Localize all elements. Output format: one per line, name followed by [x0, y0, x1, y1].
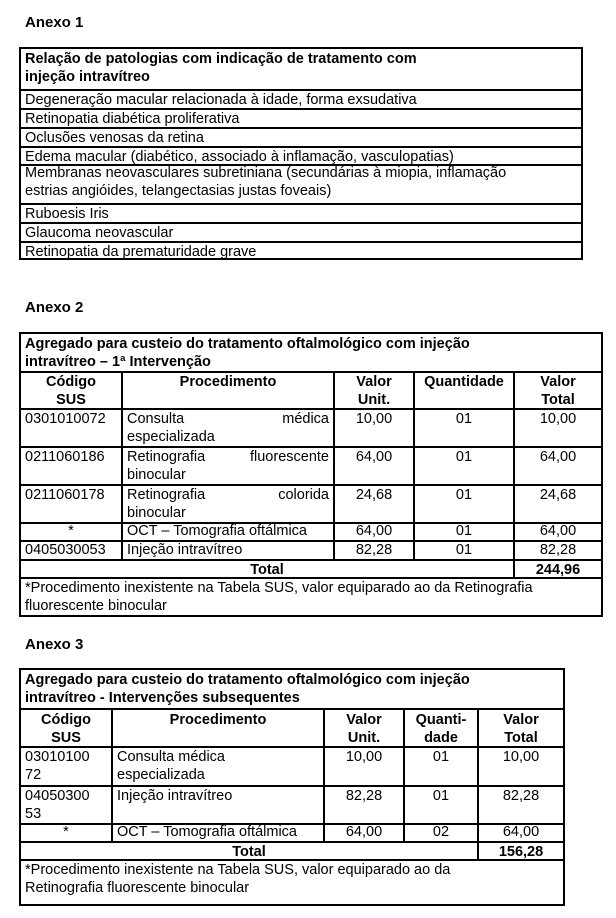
- annex3-footnote: [21, 861, 563, 903]
- table-row-valor-total: 24,68: [539, 487, 577, 503]
- table-row-valor-total: 82,28: [539, 542, 577, 558]
- annex2-total-label: Total: [250, 562, 284, 577]
- table-row-procedimento: [113, 748, 323, 784]
- annex1-title-line1: Relação de patologias com indicação de tratamento com: [25, 51, 417, 67]
- table-row-codigo: [21, 787, 111, 823]
- annex3-header-valor-unit: [325, 711, 403, 747]
- annex2-header-quantidade: Quantidade: [424, 374, 504, 390]
- annex3-heading: Anexo 3: [25, 636, 84, 653]
- table-row-valor-total: 64,00: [502, 824, 540, 840]
- table-row-procedimento: Injeção intravítreo: [127, 542, 243, 558]
- annex2-header-codigo: [21, 373, 121, 409]
- annex1-item: [21, 164, 581, 200]
- annex3-title: [21, 671, 563, 707]
- annex1-item: Edema macular (diabético, associado à inflamação, vasculopatias): [25, 149, 454, 164]
- procedimento-line: especializada: [127, 429, 215, 444]
- procedimento-line: especializada: [117, 767, 205, 783]
- annex2-total-value: 244,96: [535, 562, 581, 577]
- table-row-valor-unit: 10,00: [345, 749, 383, 765]
- table-row-codigo: *: [63, 824, 69, 840]
- table-row-quantidade: 01: [455, 542, 473, 558]
- annex3-header-codigo: [21, 711, 111, 747]
- table-row-quantidade: 01: [455, 449, 473, 465]
- header-text: SUS: [51, 730, 81, 746]
- footnote-line2: fluorescente binocular: [25, 598, 167, 614]
- table-row-procedimento: [123, 410, 333, 444]
- table-row-valor-total: 10,00: [539, 411, 577, 427]
- codigo-line: 72: [25, 767, 42, 783]
- procedimento-line: Consulta médica: [117, 749, 225, 765]
- table-row-quantidade: 02: [432, 824, 450, 840]
- annex1-item: Degeneração macular relacionada à idade, forma exsudativa: [25, 92, 417, 108]
- annex1-item: Ruboesis Iris: [25, 206, 109, 222]
- table-row-codigo: 0211060186: [25, 449, 105, 465]
- table-row-codigo: *: [68, 523, 74, 539]
- footnote-line2: Retinografia fluorescente binocular: [25, 880, 250, 896]
- annex1-item-line2: estrias angióides, telangectasias justas foveais): [25, 183, 332, 199]
- table-row-codigo: 0405030053: [25, 542, 106, 558]
- annex2-header-valor-unit: [335, 373, 413, 409]
- codigo-line: 03010100: [25, 749, 90, 765]
- footnote-line1: *Procedimento inexistente na Tabela SUS, valor equiparado ao da: [25, 862, 451, 878]
- table-row-valor-total: 64,00: [539, 523, 577, 539]
- procedimento-line: Consulta médica: [127, 411, 329, 427]
- annex1-heading: Anexo 1: [25, 14, 84, 31]
- codigo-line: 53: [25, 806, 42, 822]
- table-row-procedimento: OCT – Tomografia oftálmica: [127, 523, 307, 539]
- header-text: Valor: [356, 374, 392, 390]
- annex2-header-procedimento: Procedimento: [179, 374, 277, 390]
- header-text: dade: [424, 730, 458, 746]
- header-text: Unit.: [357, 392, 391, 408]
- table-row-valor-unit: 64,00: [345, 824, 383, 840]
- annex2-title: [21, 335, 601, 371]
- table-row-valor-unit: 24,68: [355, 487, 393, 503]
- table-row-codigo: 0211060178: [25, 487, 105, 503]
- annex2-heading: Anexo 2: [25, 299, 84, 316]
- annex2-header-valor-total: [515, 373, 601, 409]
- table-row-quantidade: 01: [432, 788, 450, 804]
- table-row-valor-total: 10,00: [502, 749, 540, 765]
- procedimento-line: binocular: [127, 467, 186, 482]
- header-text: Valor: [540, 374, 576, 390]
- table-row-codigo: [21, 748, 111, 784]
- procedimento-line: Retinografia fluorescente: [127, 449, 329, 465]
- header-text: Valor: [346, 712, 382, 728]
- annex2-title-line1: Agregado para custeio do tratamento oftalmológico com injeção: [25, 336, 470, 352]
- header-text: Unit.: [347, 730, 381, 746]
- table-row-procedimento: [123, 448, 333, 482]
- table-row-procedimento: OCT – Tomografia oftálmica: [117, 824, 297, 840]
- annex2-title-line2: intravítreo – 1ª Intervenção: [25, 354, 211, 370]
- table-row-procedimento: Injeção intravítreo: [117, 788, 233, 804]
- table-row-valor-unit: 64,00: [355, 523, 393, 539]
- header-text: Total: [541, 392, 575, 408]
- annex3-header-valor-total: [479, 711, 563, 747]
- annex1-item-line1: Membranas neovasculares subretiniana (secundárias à miopia, inflamação: [25, 165, 507, 181]
- table-row-quantidade: 01: [455, 411, 473, 427]
- annex1-item: Retinopatia da prematuridade grave: [25, 244, 257, 258]
- header-text: Total: [504, 730, 538, 746]
- annex1-title-line2: injeção intravítreo: [25, 69, 150, 85]
- header-text: Código: [41, 712, 91, 728]
- annex1-title: [21, 50, 581, 86]
- table-row-quantidade: 01: [432, 749, 450, 765]
- table-row-valor-unit: 82,28: [355, 542, 393, 558]
- header-text: Quanti-: [415, 712, 467, 728]
- header-text: Valor: [503, 712, 539, 728]
- annex2-footnote: [21, 579, 601, 615]
- annex3-total-value: 156,28: [498, 844, 544, 859]
- table-row-valor-total: 64,00: [539, 449, 577, 465]
- table-row-valor-unit: 82,28: [345, 788, 383, 804]
- procedimento-line: binocular: [127, 505, 186, 520]
- header-text: Código: [46, 374, 96, 390]
- table-row-valor-unit: 64,00: [355, 449, 393, 465]
- table-row-quantidade: 01: [455, 487, 473, 503]
- table-row-procedimento: [123, 486, 333, 520]
- table-row-valor-unit: 10,00: [355, 411, 393, 427]
- annex1-item: Oclusões venosas da retina: [25, 130, 204, 146]
- footnote-line1: *Procedimento inexistente na Tabela SUS, valor equiparado ao da Retinografia: [25, 580, 533, 596]
- table-row-valor-total: 82,28: [502, 788, 540, 804]
- codigo-line: 04050300: [25, 788, 90, 804]
- annex3-total-label: Total: [232, 844, 266, 859]
- annex3-title-line1: Agregado para custeio do tratamento oftalmológico com injeção: [25, 672, 470, 688]
- procedimento-line: Retinografia colorida: [127, 487, 329, 503]
- header-text: SUS: [56, 392, 86, 408]
- annex3-header-procedimento: Procedimento: [169, 712, 267, 728]
- table-row-codigo: 0301010072: [25, 411, 106, 427]
- annex1-item: Glaucoma neovascular: [25, 225, 174, 241]
- annex1-item: Retinopatia diabética proliferativa: [25, 111, 240, 127]
- annex3-title-line2: intravítreo - Intervenções subsequentes: [25, 690, 300, 706]
- annex3-header-quantidade: [405, 711, 477, 747]
- table-row-quantidade: 01: [455, 523, 473, 539]
